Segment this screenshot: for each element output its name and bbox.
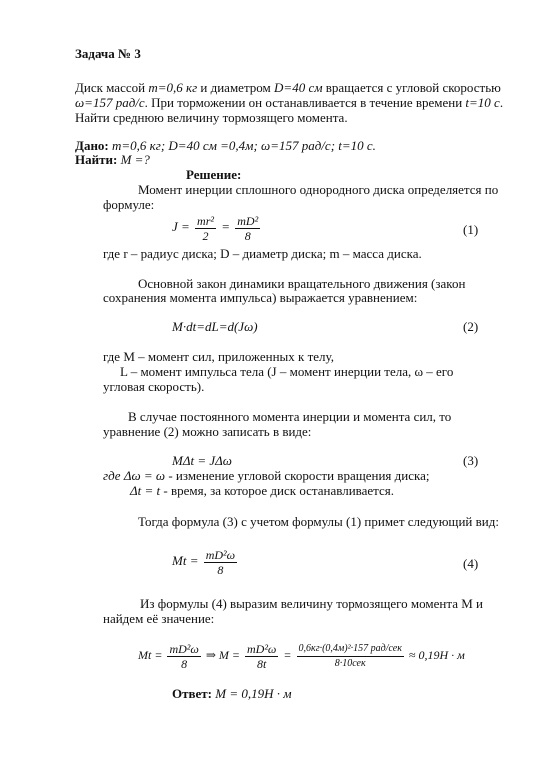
problem-title: Задача № 3 [75,46,141,61]
text: - изменение угловой скорости вращения диска; [165,468,430,483]
omega-value: ω=157 рад/с [75,95,145,110]
numerator: mD²ω [205,547,236,562]
text: Диск массой [75,80,149,95]
equals-sign: = [221,219,231,234]
paragraph-1-line-2: формуле: [103,197,155,212]
equation-5 [138,638,465,672]
paragraph-5-line-2: найдем её значение: [103,611,215,626]
paragraph-5-line-1: Из формулы (4) выразим величину тормозящего момента M и [140,596,483,611]
numerator: mD² [237,213,259,228]
text: - время, за которое диск останавливается. [160,483,395,498]
denominator: 8t [257,656,267,671]
equation-4 [172,545,239,577]
fraction [297,642,404,671]
where-3-line-2 [130,483,394,498]
eq5-result: ≈ 0,19Н · м [408,648,465,662]
numerator: mD²ω [169,641,199,656]
numerator: mD²ω [247,641,277,656]
denominator: 2 [202,228,209,243]
paragraph-1-line-1: Момент инерции сплошного однородного диска определяется по [138,182,499,197]
paragraph-4: Тогда формула (3) с учетом формулы (1) примет следующий вид: [138,514,499,529]
text: . [499,95,504,110]
denominator: 8 [217,562,224,577]
delta-t: Δt = t [130,483,161,498]
fraction [195,214,216,243]
where-2-line-3: угловая скорость). [103,379,205,394]
fraction [245,642,278,671]
denominator: 8 [244,228,251,243]
given-label: Дано: [75,138,109,153]
equation-2: M·dt=dL=d(Jω) [172,319,258,334]
where-3-line-1 [103,468,430,483]
denominator: 8 [181,656,188,671]
find-line [75,152,150,167]
diameter-value: D=40 см [274,80,323,95]
paragraph-3-line-1: В случае постоянного момента инерции и момента сил, то [128,409,452,424]
equation-1 [172,212,262,243]
fraction [204,548,237,577]
text: . При торможении он останавливается в течение времени [144,95,466,110]
given-values: m=0,6 кг; D=40 см =0,4м; ω=157 рад/с; t=10 с. [112,138,376,153]
mass-value: m=0,6 кг [148,80,198,95]
answer-label: Ответ: [172,686,213,701]
equation-3-number: (3) [463,453,479,468]
given-line [75,138,376,153]
fraction [235,214,260,243]
problem-line-1 [75,80,501,95]
denominator: 8·10сек [334,657,366,669]
equation-2-number: (2) [463,319,479,334]
numerator: mr² [197,213,214,228]
solution-heading: Решение: [186,167,242,182]
equation-1-number: (1) [463,222,479,237]
where-1: где r – радиус диска; D – диаметр диска; m – масса диска. [103,246,422,261]
numerator: 0,6кг·(0,4м)²·157 рад/сек [297,642,404,657]
text: вращается с угловой скоростью [322,80,501,95]
find-value: M =? [120,152,150,167]
fraction [167,642,200,671]
delta-omega: где Δω = ω [103,468,166,483]
eq4-lhs: Mt = [172,553,199,568]
equation-3: MΔt = JΔω [172,453,232,468]
eq5-mid: M = [218,648,240,662]
implies-arrow: ⇒ [205,648,216,662]
where-2-line-1: где M – момент сил, приложенных к телу, [103,349,334,364]
where-2-line-2: L – момент импульса тела (J – момент инерции тела, ω – его [120,364,454,379]
equals-sign: = [283,648,292,662]
answer-value: M = 0,19Н · м [215,686,292,701]
answer-line [172,686,292,701]
find-label: Найти: [75,152,118,167]
eq5-lhs: Mt = [138,648,163,662]
text: и диаметром [197,80,275,95]
paragraph-3-line-2: уравнение (2) можно записать в виде: [103,424,312,439]
equation-4-number: (4) [463,556,479,571]
paragraph-2-line-1: Основной закон динамики вращательного движения (закон [138,276,466,291]
time-value: t=10 с [465,95,500,110]
problem-line-2 [75,95,503,110]
problem-line-3: Найти среднюю величину тормозящего момента. [75,110,348,125]
eq1-lhs: J = [172,219,190,234]
paragraph-2-line-2: сохранения момента импульса) выражается уравнением: [103,290,418,305]
